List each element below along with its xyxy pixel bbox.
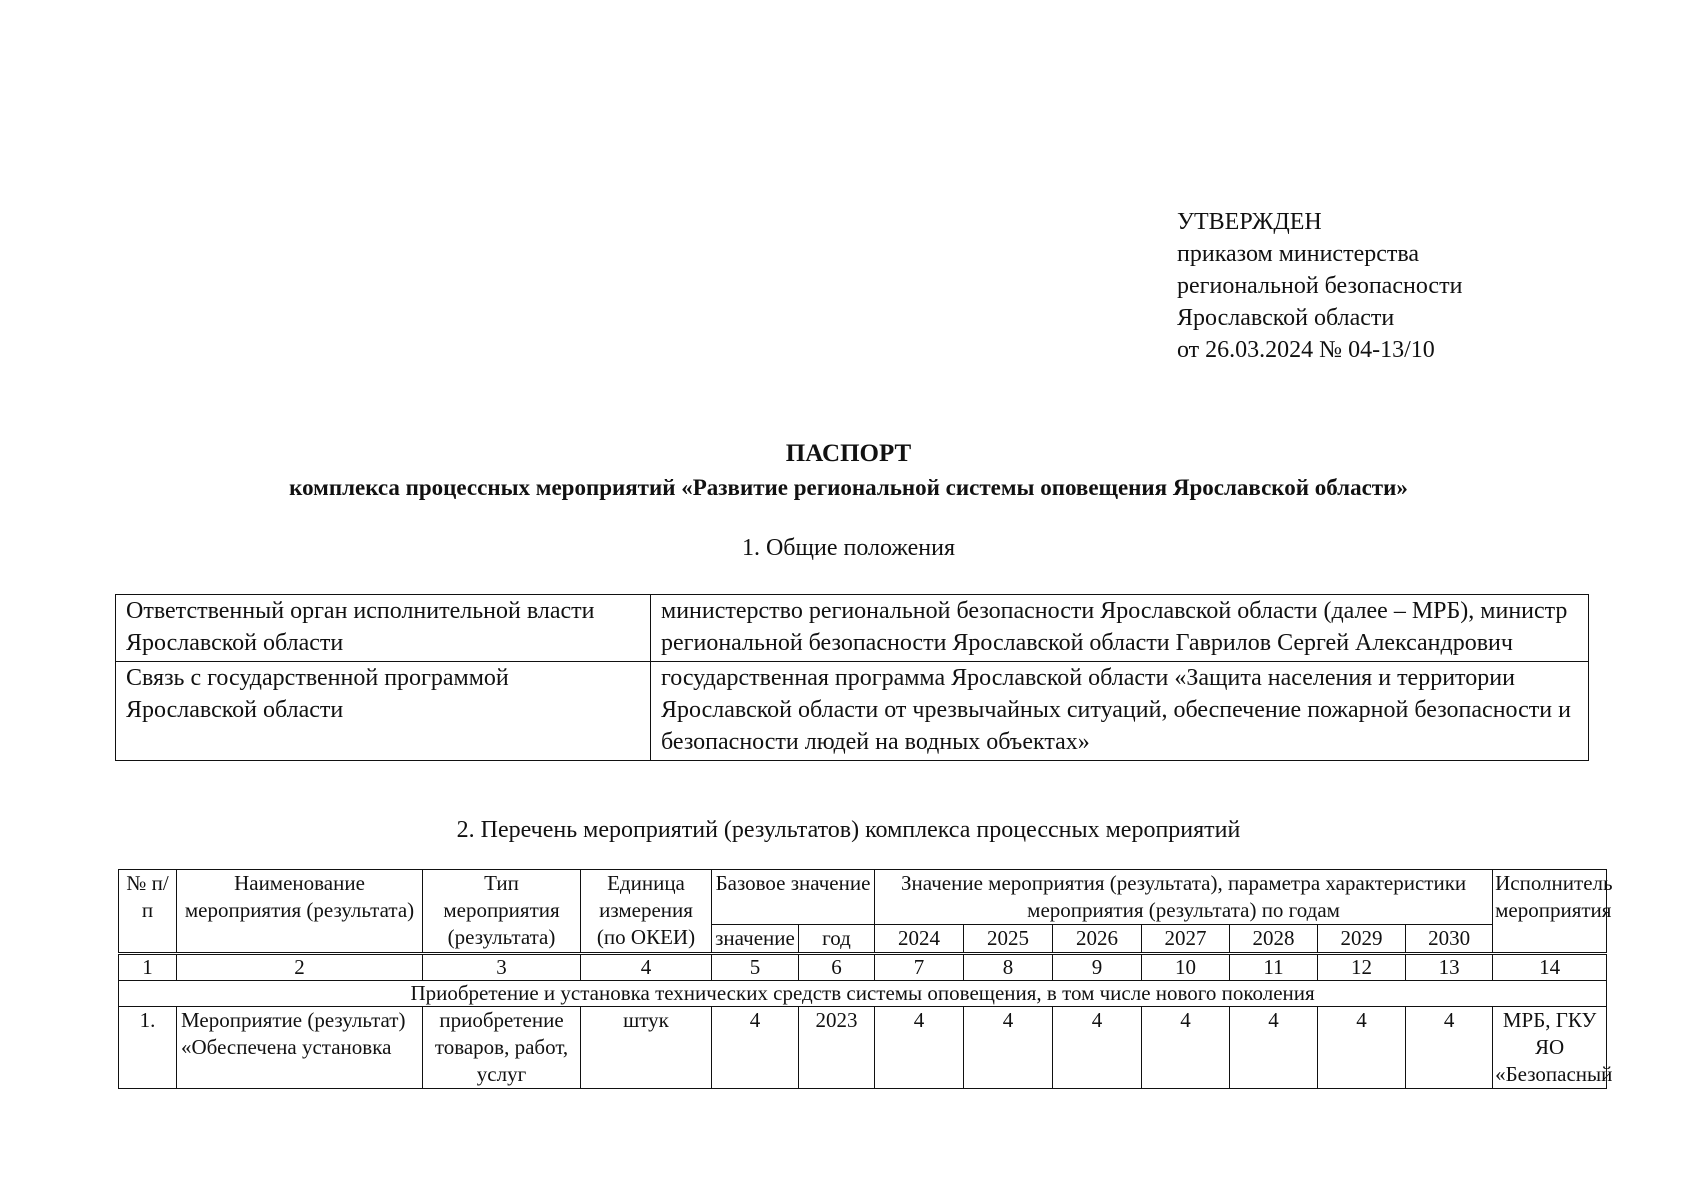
header-row	[119, 870, 1607, 925]
column-number: 11	[1230, 954, 1318, 981]
header-year: 2026	[1053, 925, 1142, 954]
header-executor: Исполнитель мероприятия	[1493, 870, 1607, 954]
row-name: Мероприятие (результат) «Обеспечена установка	[177, 1007, 423, 1089]
header-type: Тип мероприятия (результата)	[423, 870, 581, 954]
header-year: 2025	[964, 925, 1053, 954]
row-year-value: 4	[1053, 1007, 1142, 1089]
row-executor: МРБ, ГКУ ЯО «Безопасный	[1493, 1007, 1607, 1089]
header-year: 2028	[1230, 925, 1318, 954]
row-year-value: 4	[1142, 1007, 1230, 1089]
group-title: Приобретение и установка технических средств системы оповещения, в том числе нового поколения	[119, 981, 1607, 1007]
row-type: приобретение товаров, работ, услуг	[423, 1007, 581, 1089]
column-number: 7	[875, 954, 964, 981]
table-row	[116, 595, 1589, 662]
column-number: 10	[1142, 954, 1230, 981]
row-year-value: 4	[964, 1007, 1053, 1089]
row-unit: штук	[581, 1007, 712, 1089]
header-unit: Единица измерения (по ОКЕИ)	[581, 870, 712, 954]
column-number: 14	[1493, 954, 1607, 981]
column-number: 5	[712, 954, 799, 981]
row-year-value: 4	[1318, 1007, 1406, 1089]
column-number: 3	[423, 954, 581, 981]
approval-line: приказом министерства	[1177, 241, 1420, 267]
approval-line: Ярославской области	[1177, 305, 1395, 331]
header-base: Базовое значение	[712, 870, 875, 925]
measures-table	[118, 869, 1613, 1089]
header-year: 2024	[875, 925, 964, 954]
group-row	[119, 981, 1607, 1007]
row-base-year: 2023	[799, 1007, 875, 1089]
row-year-value: 4	[1406, 1007, 1493, 1089]
section-heading: 2. Перечень мероприятий (результатов) комплекса процессных мероприятий	[456, 817, 1241, 843]
header-name: Наименование мероприятия (результата)	[177, 870, 423, 954]
header-values: Значение мероприятия (результата), параметра характеристики мероприятия (результата) по годам	[875, 870, 1493, 925]
approval-line: региональной безопасности	[1177, 273, 1463, 299]
column-number: 12	[1318, 954, 1406, 981]
document-subtitle: комплекса процессных мероприятий «Развитие региональной системы оповещения Ярославской области»	[289, 475, 1408, 500]
header-year: 2027	[1142, 925, 1230, 954]
header-base-year: год	[799, 925, 875, 954]
column-number: 13	[1406, 954, 1493, 981]
row-year-value: 4	[1230, 1007, 1318, 1089]
document-title: ПАСПОРТ	[785, 440, 912, 467]
header-year: 2029	[1318, 925, 1406, 954]
section-heading: 1. Общие положения	[741, 535, 956, 561]
header-base-value: значение	[712, 925, 799, 954]
table-row	[116, 662, 1589, 761]
row-year-value: 4	[875, 1007, 964, 1089]
row-value: государственная программа Ярославской области «Защита населения и территории Ярославской области от чрезвычайных ситуаций, обеспечение пожарной безопасности и безопасности людей на водных объектах»	[651, 662, 1589, 761]
row-value: министерство региональной безопасности Ярославской области (далее – МРБ), министр региональной безопасности Ярославской области Гаврилов Сергей Александрович	[651, 595, 1589, 662]
column-number-row	[119, 954, 1607, 981]
approval-stamp	[1177, 206, 1462, 366]
column-number: 6	[799, 954, 875, 981]
row-label: Связь с государственной программой Ярославской области	[116, 662, 651, 761]
general-provisions-table	[115, 594, 1589, 761]
approval-line: УТВЕРЖДЕН	[1177, 209, 1322, 235]
header-year: 2030	[1406, 925, 1493, 954]
column-number: 9	[1053, 954, 1142, 981]
row-num: 1.	[119, 1007, 177, 1089]
column-number: 4	[581, 954, 712, 981]
column-number: 8	[964, 954, 1053, 981]
header-num: № п/п	[119, 870, 177, 954]
column-number: 1	[119, 954, 177, 981]
column-number: 2	[177, 954, 423, 981]
approval-date: от 26.03.2024 № 04-13/10	[1177, 337, 1435, 363]
row-base-value: 4	[712, 1007, 799, 1089]
table-row	[119, 1007, 1607, 1089]
row-label: Ответственный орган исполнительной власти Ярославской области	[116, 595, 651, 662]
